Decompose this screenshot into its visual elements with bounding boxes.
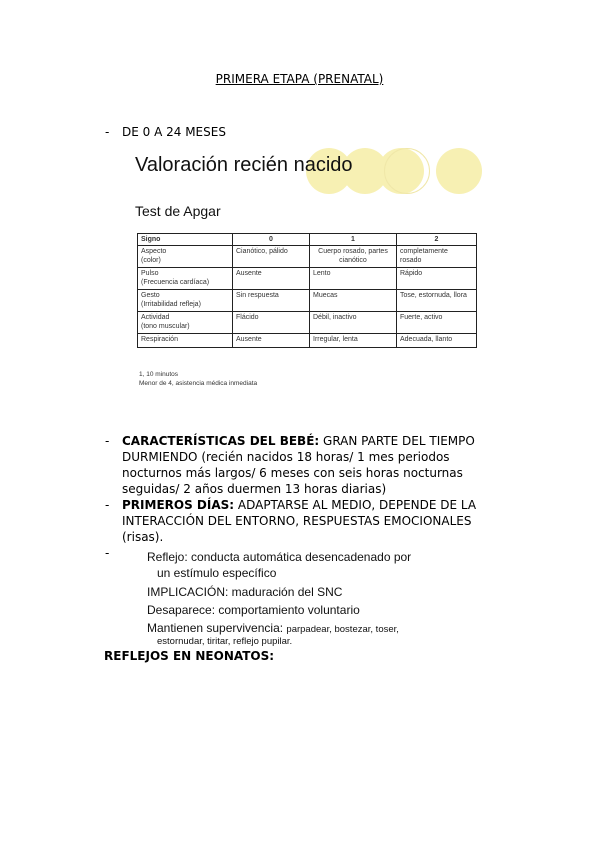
reflex-survival-list: parpadear, bostezar, toser, [286, 624, 399, 635]
section-heading: REFLEJOS EN NEONATOS: [104, 649, 275, 663]
decor-circle [436, 148, 482, 194]
table-header: Signo [138, 234, 233, 246]
table-cell: Ausente [233, 334, 310, 348]
table-row [138, 312, 477, 334]
table-cell: Irregular, lenta [310, 334, 397, 348]
apgar-slide-image [120, 148, 488, 396]
slide-subtitle: Test de Apgar [135, 203, 221, 219]
table-cell: Sin respuesta [233, 290, 310, 312]
table-cell: Lento [310, 268, 397, 290]
slide-notes [139, 370, 257, 388]
characteristics-text [122, 433, 487, 497]
reflex-survival-list-cont: estornudar, tiritar, reflejo pupilar. [157, 636, 293, 647]
first-days-body: ADAPTARSE AL MEDIO, DEPENDE DE LA INTERACCIÓN DEL ENTORNO, RESPUESTAS EMOCIONALES (risas). [122, 498, 477, 544]
table-cell: Cianótico, pálido [233, 246, 310, 268]
apgar-table [137, 233, 477, 348]
reflex-definition-cont: un estímulo específico [157, 566, 277, 580]
table-row [138, 290, 477, 312]
table-header: 1 [310, 234, 397, 246]
bullet-dash: - [105, 125, 110, 139]
reflex-image [0, 550, 599, 650]
table-cell: Cuerpo rosado, partes cianótico [310, 246, 397, 268]
table-cell: Flácido [233, 312, 310, 334]
table-cell: Adecuada, llanto [397, 334, 477, 348]
table-header: 2 [397, 234, 477, 246]
table-cell: Aspecto (color) [138, 246, 233, 268]
note-line: Menor de 4, asistencia médica inmediata [139, 380, 258, 387]
age-range-text: DE 0 A 24 MESES [122, 125, 226, 139]
note-line: 1, 10 minutos [139, 371, 179, 378]
table-cell: Gesto (Irritabilidad refleja) [138, 290, 233, 312]
table-header-row [138, 234, 477, 246]
reflex-disappears: Desaparece: comportamiento voluntario [147, 603, 360, 617]
table-cell: Tose, estornuda, llora [397, 290, 477, 312]
table-cell: Pulso (Frecuencia cardíaca) [138, 268, 233, 290]
page-title: PRIMERA ETAPA (PRENATAL) [215, 72, 384, 86]
first-days-text [122, 497, 487, 545]
table-cell: Débil, inactivo [310, 312, 397, 334]
table-cell: Respiración [138, 334, 233, 348]
table-cell: Ausente [233, 268, 310, 290]
reflex-survival [147, 621, 399, 635]
table-row [138, 268, 477, 290]
table-cell: completamente rosado [397, 246, 477, 268]
reflex-survival-label: Mantienen supervivencia: [147, 621, 287, 635]
characteristics-body: GRAN PARTE DEL TIEMPO DURMIENDO (recién nacidos 18 horas/ 1 mes periodos nocturnos más largos/ 6 meses con seis horas nocturnas seguidas/ 2 años duermen 13 horas diarias) [122, 434, 475, 496]
bullet-dash: - [105, 434, 110, 448]
reflex-definition: Reflejo: conducta automática desencadenado por [147, 550, 412, 564]
reflex-implication: IMPLICACIÓN: maduración del SNC [147, 585, 343, 599]
table-row [138, 334, 477, 348]
table-cell: Rápido [397, 268, 477, 290]
bullet-dash: - [105, 498, 110, 512]
table-cell: Fuerte, activo [397, 312, 477, 334]
decor-circle [384, 148, 430, 194]
characteristics-item [105, 433, 487, 497]
table-cell: Actividad (tono muscular) [138, 312, 233, 334]
age-range-item [105, 125, 226, 139]
table-row [138, 246, 477, 268]
first-days-item [105, 497, 487, 545]
table-cell: Muecas [310, 290, 397, 312]
characteristics-label: CARACTERÍSTICAS DEL BEBÉ: [122, 434, 320, 448]
table-header: 0 [233, 234, 310, 246]
slide-title: Valoración recién nacido [135, 154, 353, 176]
bullet-dash: - [105, 546, 110, 560]
first-days-label: PRIMEROS DÍAS: [122, 498, 235, 512]
